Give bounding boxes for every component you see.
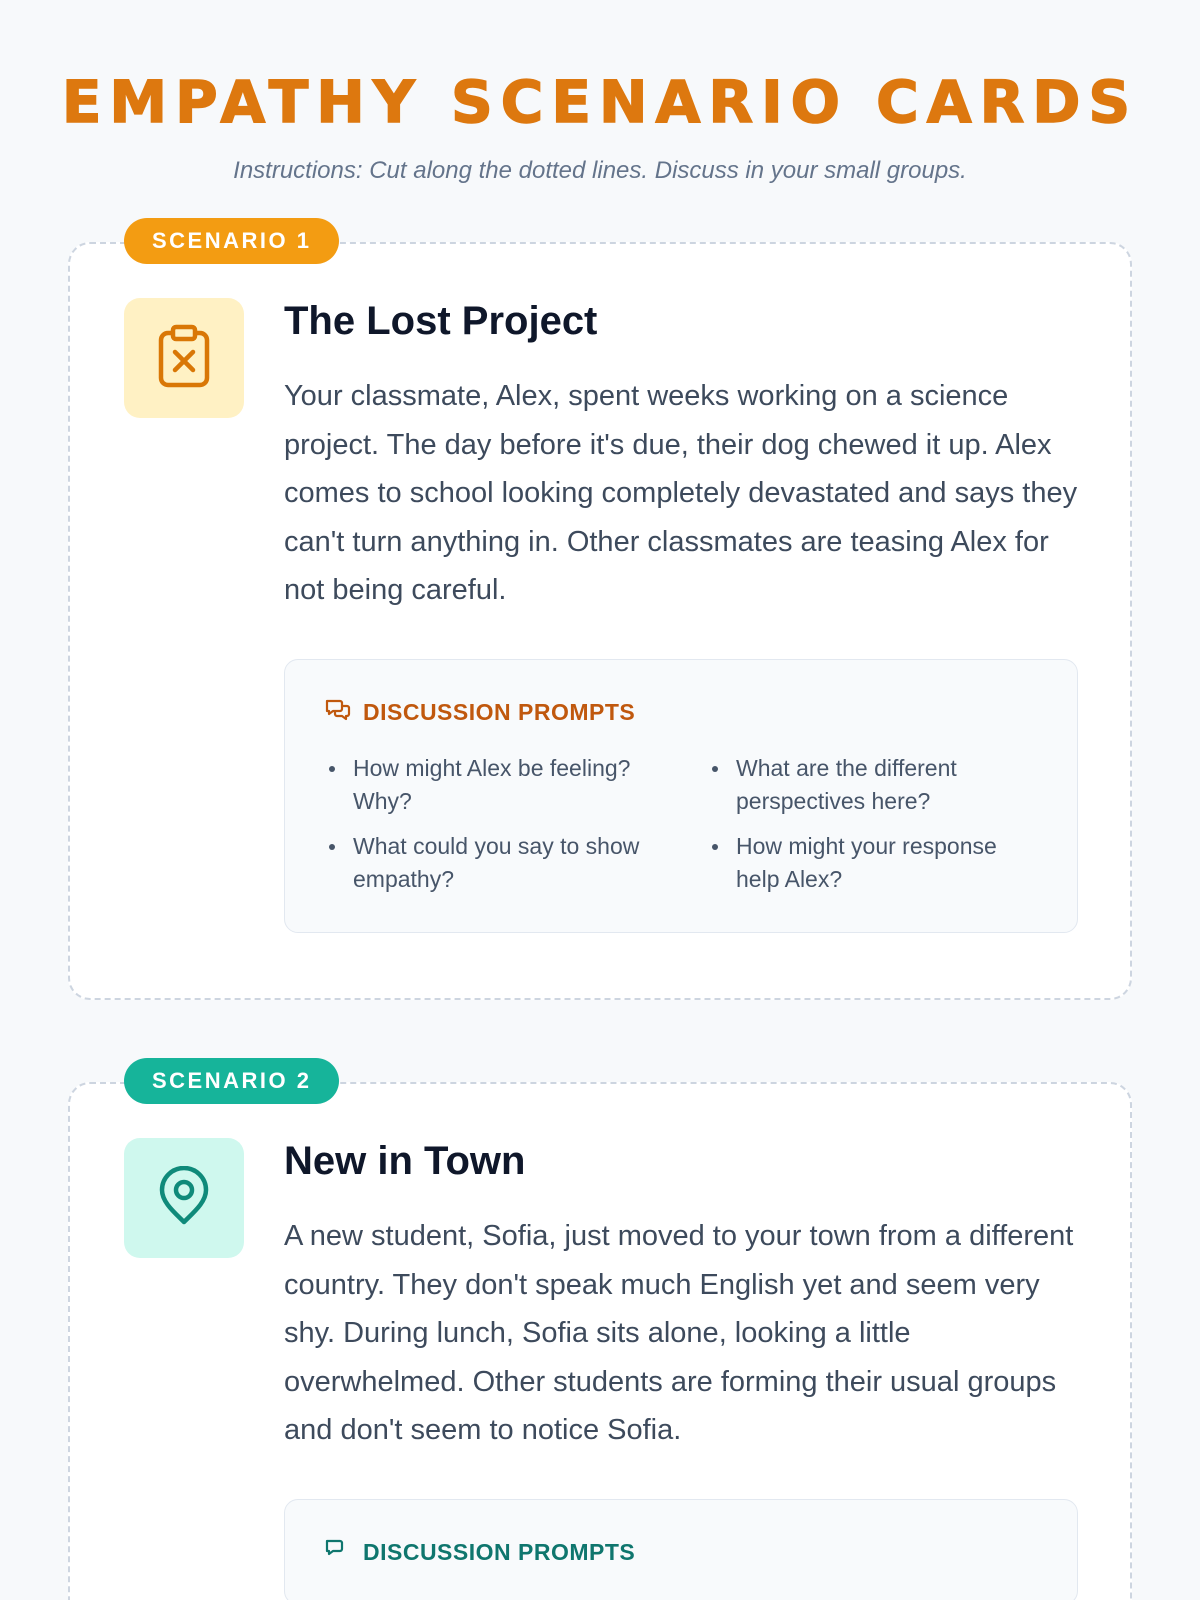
discussion-prompts-heading bbox=[325, 698, 1037, 728]
discussion-prompts-box bbox=[284, 659, 1078, 933]
discussion-prompts-list bbox=[325, 752, 1037, 896]
discussion-prompts-label: DISCUSSION PROMPTS bbox=[363, 1539, 636, 1565]
scenario-icon-tile bbox=[124, 298, 244, 418]
scenario-description: Your classmate, Alex, spent weeks working on a science project. The day before it's due, their dog chewed it up. Alex comes to school looking completely devastated and says they can't turn anything in. Other classmates are teasing Alex for not being careful. bbox=[284, 380, 1078, 606]
discussion-prompts-heading bbox=[325, 1538, 1037, 1568]
list-item: What could you say to show empathy? bbox=[325, 830, 654, 896]
discussion-prompts-label: DISCUSSION PROMPTS bbox=[363, 699, 636, 725]
scenario-title: The Lost Project bbox=[284, 299, 598, 343]
scenario-title: New in Town bbox=[284, 1139, 526, 1183]
scenario-icon-tile bbox=[124, 1138, 244, 1258]
clipboard-x-icon bbox=[156, 324, 212, 393]
chat-bubbles-icon bbox=[325, 698, 351, 728]
scenario-card-1 bbox=[68, 228, 1132, 1000]
scenario-description: A new student, Sofia, just moved to your town from a different country. They don't speak much English yet and seem very shy. During lunch, Sofia sits alone, looking a little overwhelmed. Other students are forming their usual groups and don't seem to notice Sofia. bbox=[284, 1220, 1074, 1446]
page-header bbox=[0, 0, 1200, 186]
list-item: What are the different perspectives here? bbox=[708, 752, 1037, 818]
chat-bubbles-icon bbox=[325, 1538, 351, 1568]
map-pin-icon bbox=[156, 1166, 212, 1231]
scenario-card-2 bbox=[68, 1068, 1132, 1600]
instructions-text: Instructions: Cut along the dotted lines. Discuss in your small groups. bbox=[233, 157, 967, 184]
scenario-badge: SCENARIO 1 bbox=[124, 218, 339, 264]
discussion-prompts-box bbox=[284, 1499, 1078, 1600]
list-item: How might Alex be feeling? Why? bbox=[325, 752, 654, 818]
scenario-content bbox=[284, 1136, 1078, 1600]
scenario-content bbox=[284, 296, 1078, 933]
scenario-badge: SCENARIO 2 bbox=[124, 1058, 339, 1104]
page-title: EMPATHY SCENARIO CARDS bbox=[61, 68, 1139, 136]
list-item: How might your response help Alex? bbox=[708, 830, 1037, 896]
